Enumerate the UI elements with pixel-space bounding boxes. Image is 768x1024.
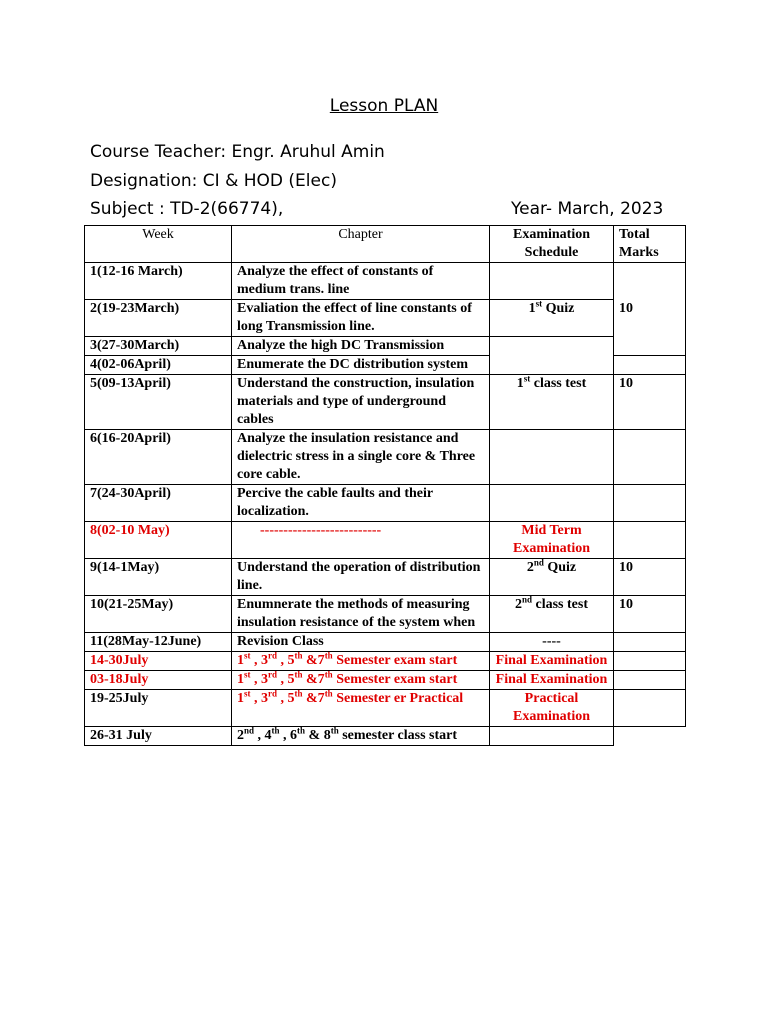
exam-cell (490, 263, 614, 300)
week-cell: 10(21-25May) (85, 596, 232, 633)
marks-cell: 10 (614, 263, 686, 356)
exam-cell: 2nd Quiz (490, 559, 614, 596)
exam-cell (490, 430, 614, 485)
chapter-cell: Understand the construction, insulation materials and type of underground cables (232, 375, 490, 430)
exam-cell: Mid Term Examination (490, 522, 614, 559)
marks-cell (614, 671, 686, 690)
table-row (85, 559, 686, 596)
table-header-row (85, 226, 686, 263)
year: Year- March, 2023 (511, 199, 664, 219)
marks-cell (614, 430, 686, 485)
table-row (85, 727, 686, 746)
week-cell: 1(12-16 March) (85, 263, 232, 300)
exam-cell: 1st Quiz (490, 300, 614, 337)
course-teacher: Course Teacher: Engr. Aruhul Amin (90, 142, 385, 162)
table-row (85, 633, 686, 652)
table-row (85, 375, 686, 430)
exam-cell (490, 337, 614, 375)
week-cell: 03-18July (85, 671, 232, 690)
lesson-plan-table (84, 225, 686, 746)
week-cell: 9(14-1May) (85, 559, 232, 596)
marks-cell (614, 690, 686, 727)
marks-cell (614, 652, 686, 671)
chapter-cell: Enumerate the DC distribution system (232, 356, 490, 375)
week-cell: 7(24-30April) (85, 485, 232, 522)
table-row (85, 690, 686, 727)
exam-cell: 2nd class test (490, 596, 614, 633)
chapter-cell: Percive the cable faults and their localization. (232, 485, 490, 522)
chapter-cell: Evaliation the effect of line constants of long Transmission line. (232, 300, 490, 337)
header-total-marks: Total Marks (614, 226, 686, 263)
header-exam-schedule: Examination Schedule (490, 226, 614, 263)
week-cell: 8(02-10 May) (85, 522, 232, 559)
marks-cell: 10 (614, 596, 686, 633)
subject: Subject : TD-2(66774), (90, 199, 284, 219)
table-row (85, 485, 686, 522)
marks-cell: 10 (614, 559, 686, 596)
week-cell: 6(16-20April) (85, 430, 232, 485)
header-week: Week (85, 226, 232, 263)
chapter-cell: 2nd , 4th , 6th & 8th semester class start (232, 727, 490, 746)
exam-cell: 1st class test (490, 375, 614, 430)
marks-cell (614, 485, 686, 522)
table-row (85, 300, 686, 337)
exam-cell (490, 727, 614, 746)
week-cell: 11(28May-12June) (85, 633, 232, 652)
week-cell: 2(19-23March) (85, 300, 232, 337)
week-cell: 4(02-06April) (85, 356, 232, 375)
table-row (85, 522, 686, 559)
marks-cell (614, 356, 686, 375)
week-cell: 19-25July (85, 690, 232, 727)
chapter-cell: 1st , 3rd , 5th &7th Semester exam start (232, 652, 490, 671)
header-chapter: Chapter (232, 226, 490, 263)
exam-cell: Practical Examination (490, 690, 614, 727)
week-cell: 14-30July (85, 652, 232, 671)
chapter-cell: Revision Class (232, 633, 490, 652)
week-cell: 3(27-30March) (85, 337, 232, 356)
marks-cell (614, 633, 686, 652)
table-row (85, 430, 686, 485)
chapter-cell: 1st , 3rd , 5th &7th Semester er Practical (232, 690, 490, 727)
chapter-cell: 1st , 3rd , 5th &7th Semester exam start (232, 671, 490, 690)
exam-cell: ---- (490, 633, 614, 652)
marks-cell: 10 (614, 375, 686, 430)
week-cell: 26-31 July (85, 727, 232, 746)
chapter-cell: Understand the operation of distribution line. (232, 559, 490, 596)
chapter-cell: Enumnerate the methods of measuring insulation resistance of the system when (232, 596, 490, 633)
table-row (85, 337, 686, 356)
chapter-cell: Analyze the high DC Transmission (232, 337, 490, 356)
exam-cell: Final Examination (490, 652, 614, 671)
page-title: Lesson PLAN (329, 96, 439, 116)
designation: Designation: CI & HOD (Elec) (90, 171, 337, 191)
table-row (85, 671, 686, 690)
chapter-cell: Analyze the effect of constants of medium trans. line (232, 263, 490, 300)
table-row (85, 596, 686, 633)
week-cell: 5(09-13April) (85, 375, 232, 430)
exam-cell: Final Examination (490, 671, 614, 690)
chapter-cell: -------------------------- (232, 522, 490, 559)
table-row (85, 652, 686, 671)
chapter-cell: Analyze the insulation resistance and dielectric stress in a single core & Three core cable. (232, 430, 490, 485)
marks-cell (614, 522, 686, 559)
table-row (85, 263, 686, 300)
exam-cell (490, 485, 614, 522)
